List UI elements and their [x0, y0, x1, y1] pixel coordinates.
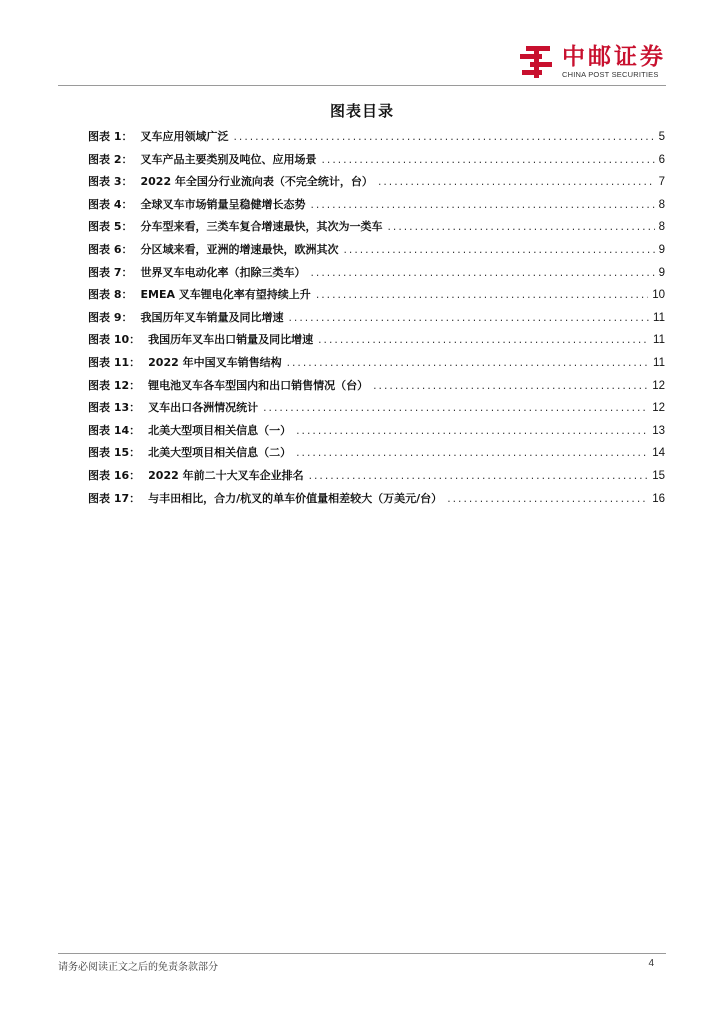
- toc-dot-leader: [386, 223, 654, 233]
- toc-entry-title: 叉车应用领域广泛: [140, 130, 229, 143]
- footer-divider: [58, 953, 666, 954]
- toc-entry-label: 图表 15：: [88, 446, 141, 460]
- toc-entry-page: 12: [652, 402, 665, 415]
- toc-entry[interactable]: [88, 467, 665, 490]
- toc-dot-leader: [295, 427, 648, 437]
- toc-entry-title: 2022 年前二十大叉车企业排名: [148, 468, 304, 482]
- toc-dot-leader: [308, 472, 649, 482]
- toc-entry-label: 图表 7：: [88, 265, 133, 279]
- toc-entry[interactable]: [88, 286, 665, 309]
- brand-name-en: CHINA POST SECURITIES: [562, 69, 659, 79]
- toc-entry-page: 9: [658, 266, 665, 279]
- toc-entry-page: 10: [652, 289, 665, 302]
- toc-entry-page: 15: [652, 469, 665, 482]
- toc-entry-title: 北美大型项目相关信息（二）: [148, 446, 292, 460]
- toc-dot-leader: [446, 495, 648, 505]
- toc-entry-page: 12: [652, 379, 665, 392]
- toc-dot-leader: [309, 201, 654, 211]
- china-post-logo-icon: [516, 42, 556, 82]
- toc-entry-page: 11: [653, 311, 665, 324]
- toc-dot-leader: [320, 156, 654, 166]
- toc-entry-label: 图表 13：: [88, 401, 141, 415]
- toc-entry-title: 2022 年中国叉车销售结构: [148, 355, 282, 369]
- toc-entry-label: 图表 9：: [88, 310, 133, 324]
- toc-entry-page: 13: [652, 424, 665, 437]
- toc-entry-label: 图表 8：: [88, 288, 133, 302]
- toc-entry-page: 9: [658, 243, 665, 256]
- toc-dot-leader: [262, 404, 648, 414]
- toc-entry[interactable]: [88, 151, 665, 174]
- page-number: 4: [648, 958, 654, 969]
- toc-entry-page: 14: [652, 447, 665, 460]
- toc-entry[interactable]: [88, 173, 665, 196]
- toc-entry-label: 图表 12：: [88, 378, 141, 392]
- toc-entry-label: 图表 3：: [88, 175, 133, 189]
- toc-dot-leader: [295, 449, 648, 459]
- toc-dot-leader: [287, 314, 649, 324]
- toc-entry-page: 8: [658, 198, 665, 211]
- toc-entry-page: 11: [653, 334, 665, 347]
- toc-entry-label: 图表 16：: [88, 468, 141, 482]
- toc-entry-label: 图表 14：: [88, 423, 141, 437]
- toc-entry-page: 11: [653, 356, 665, 369]
- toc-entry-title: 全球叉车市场销量呈稳健增长态势: [140, 197, 306, 211]
- toc-entry-label: 图表 10：: [88, 333, 141, 347]
- toc-entry-page: 5: [658, 131, 665, 143]
- toc-entry-page: 16: [652, 492, 665, 505]
- toc-entry-label: 图表 17：: [88, 491, 141, 505]
- toc-dot-leader: [309, 269, 654, 279]
- toc-entry-title: 分区域来看，亚洲的增速最快，欧洲其次: [140, 242, 339, 256]
- toc-entry[interactable]: [88, 377, 665, 400]
- toc-entry[interactable]: [88, 331, 665, 354]
- toc-entry-label: 图表 4：: [88, 197, 133, 211]
- toc-entry-title: 分车型来看，三类车复合增速最快，其次为一类车: [140, 220, 383, 234]
- toc-entry[interactable]: [88, 264, 665, 287]
- toc-entry-title: 北美大型项目相关信息（一）: [148, 423, 292, 437]
- toc-entry-title: EMEA 叉车锂电化率有望持续上升: [140, 288, 311, 302]
- toc-dot-leader: [315, 291, 648, 301]
- toc-entry-title: 叉车产品主要类别及吨位、应用场景: [140, 152, 317, 166]
- toc-entry-title: 世界叉车电动化率（扣除三类车）: [140, 265, 306, 279]
- toc-entry-label: 图表 11：: [88, 355, 141, 369]
- toc-entry[interactable]: [88, 309, 665, 332]
- toc-entry[interactable]: [88, 128, 665, 151]
- toc-dot-leader: [377, 178, 655, 188]
- toc-title: 图表目录: [329, 102, 394, 120]
- toc-entry[interactable]: [88, 399, 665, 422]
- toc-entry[interactable]: [88, 241, 665, 264]
- toc-entry-title: 我国历年叉车出口销量及同比增速: [148, 333, 314, 347]
- toc-entry-label: 图表 1：: [88, 130, 133, 143]
- toc-entry[interactable]: [88, 422, 665, 445]
- toc-list: [88, 128, 665, 512]
- toc-entry-title: 2022 年全国分行业流向表（不完全统计，台）: [140, 175, 373, 189]
- toc-dot-leader: [372, 382, 648, 392]
- toc-entry[interactable]: [88, 354, 665, 377]
- toc-entry-page: 8: [658, 221, 665, 234]
- toc-entry-label: 图表 6：: [88, 242, 133, 256]
- header-divider: [58, 85, 666, 86]
- toc-entry-title: 叉车出口各洲情况统计: [148, 401, 259, 415]
- toc-dot-leader: [342, 246, 654, 256]
- toc-entry-page: 7: [658, 176, 665, 189]
- toc-dot-leader: [317, 336, 649, 346]
- toc-entry[interactable]: [88, 196, 665, 219]
- brand-name-cn: 中邮证券: [562, 43, 666, 70]
- toc-entry-title: 与丰田相比，合力/杭叉的单车价值量相差较大（万美元/台）: [148, 491, 443, 505]
- footer-disclaimer: 请务必阅读正文之后的免责条款部分: [58, 962, 218, 973]
- toc-entry-title: 锂电池叉车各车型国内和出口销售情况（台）: [148, 378, 369, 392]
- toc-dot-leader: [232, 133, 654, 143]
- toc-entry[interactable]: [88, 444, 665, 467]
- toc-entry-title: 我国历年叉车销量及同比增速: [140, 310, 284, 324]
- toc-dot-leader: [286, 359, 649, 369]
- toc-entry[interactable]: [88, 218, 665, 241]
- toc-entry-label: 图表 2：: [88, 152, 133, 166]
- toc-entry-label: 图表 5：: [88, 220, 133, 234]
- brand-logo: [516, 42, 666, 82]
- toc-entry[interactable]: [88, 490, 665, 513]
- toc-entry-page: 6: [658, 153, 665, 166]
